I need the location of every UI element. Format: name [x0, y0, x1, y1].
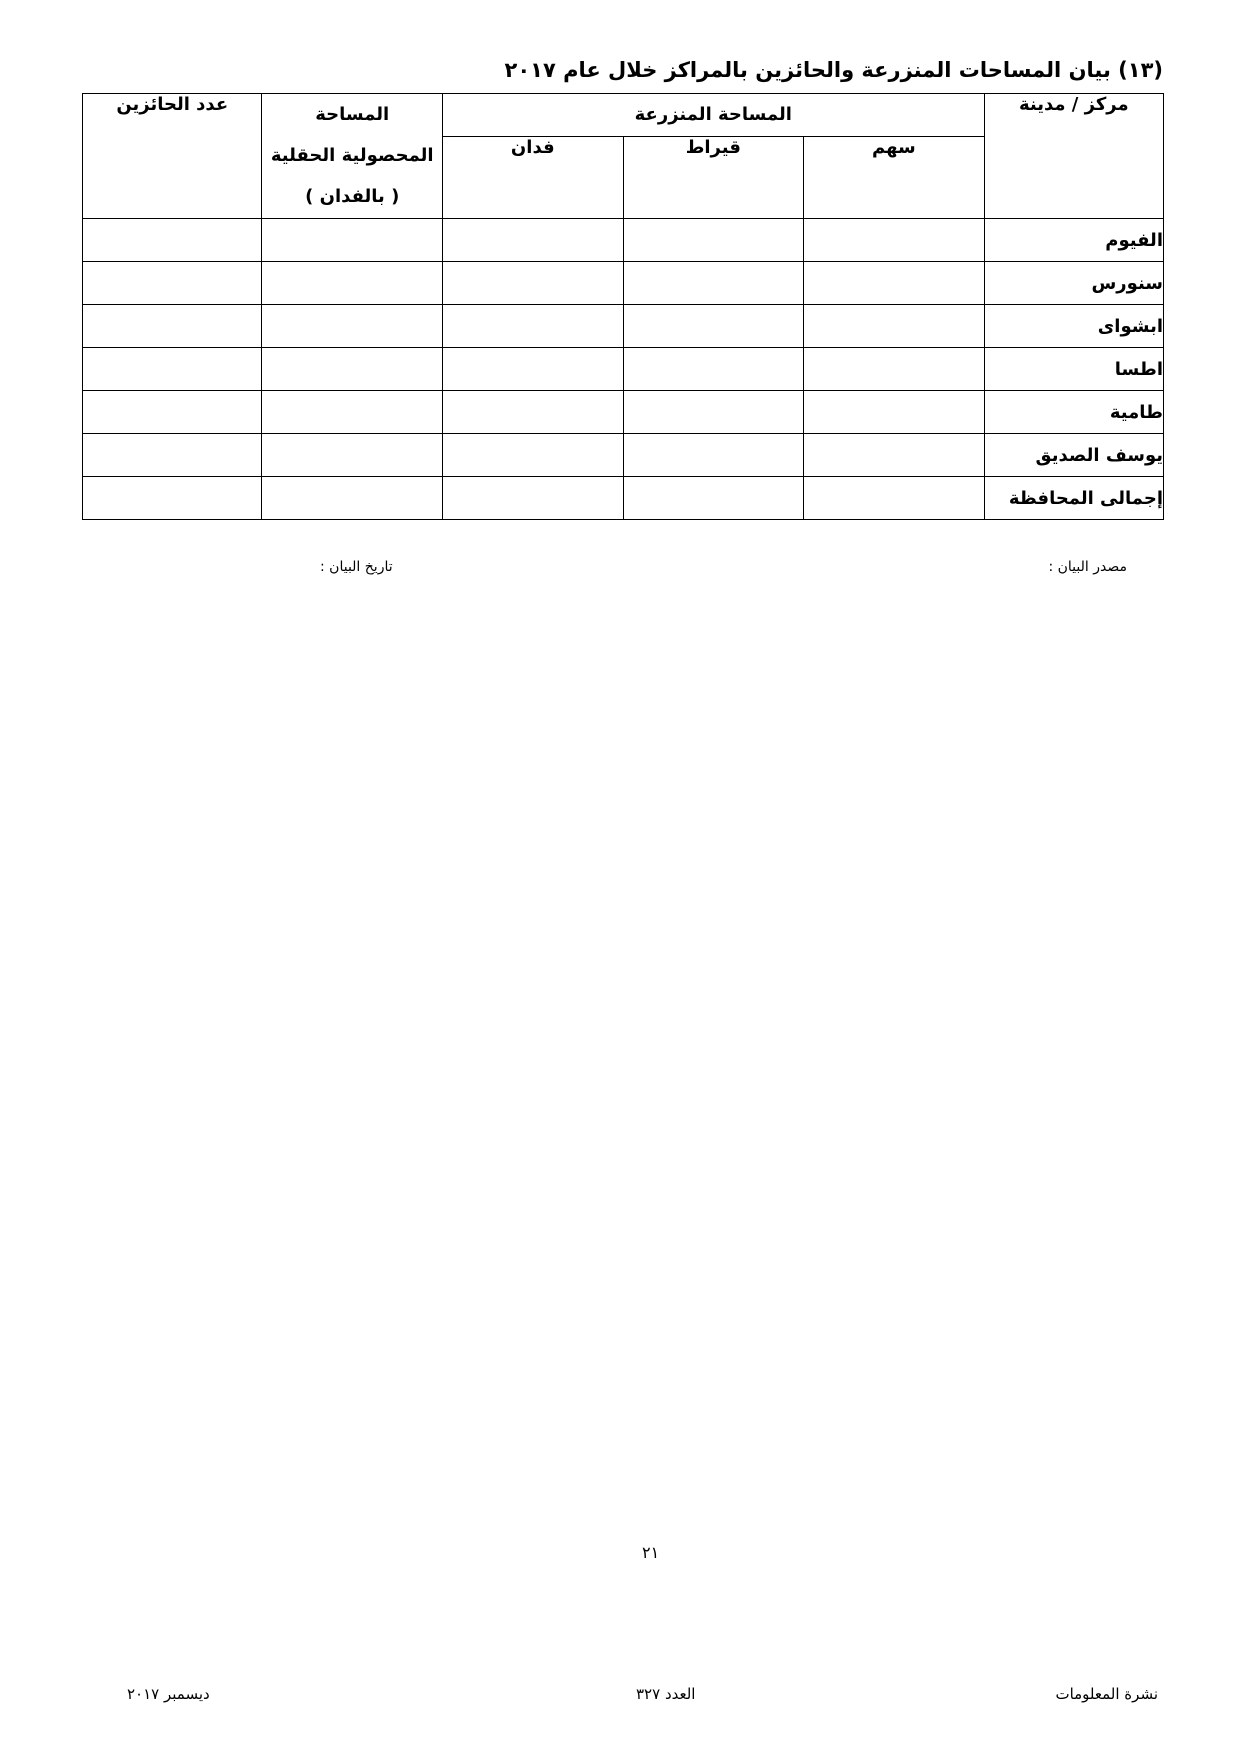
page-number: ٢١ [642, 1543, 660, 1562]
cell-qirat [623, 391, 804, 434]
row-label: إجمالى المحافظة [984, 477, 1163, 520]
cell-sahm [804, 391, 985, 434]
cultivated-area-table [82, 93, 1164, 520]
header-cropped-area-line2: المحصولية الحقلية [270, 145, 434, 166]
cell-feddan [443, 434, 624, 477]
table-row [83, 391, 1164, 434]
cell-cropped-area [262, 305, 443, 348]
cell-sahm [804, 434, 985, 477]
row-label: ابشواى [984, 305, 1163, 348]
header-cropped-area [262, 94, 443, 219]
cell-holders [83, 434, 262, 477]
table-row [83, 219, 1164, 262]
footer-publication: نشرة المعلومات [1055, 1685, 1158, 1703]
header-cropped-area-line1: المساحة [315, 104, 390, 125]
data-date-label: تاريخ البيان : [320, 559, 393, 575]
table-title: (١٣) بيان المساحات المنزرعة والحائزين بالمراكز خلال عام ٢٠١٧ [504, 58, 1163, 82]
row-label: الفيوم [984, 219, 1163, 262]
cell-sahm [804, 305, 985, 348]
cell-qirat [623, 434, 804, 477]
cell-holders [83, 262, 262, 305]
cell-feddan [443, 391, 624, 434]
table-row [83, 305, 1164, 348]
footer-date: ديسمبر ٢٠١٧ [127, 1685, 210, 1703]
header-cultivated-area: المساحة المنزرعة [443, 94, 985, 137]
cell-holders [83, 391, 262, 434]
cell-holders [83, 348, 262, 391]
cell-qirat [623, 477, 804, 520]
table-row-total [83, 477, 1164, 520]
cell-cropped-area [262, 262, 443, 305]
cell-feddan [443, 305, 624, 348]
header-holders: عدد الحائزين [83, 94, 262, 219]
row-label: يوسف الصديق [984, 434, 1163, 477]
row-label: اطسا [984, 348, 1163, 391]
header-sahm: سهم [804, 137, 985, 219]
cell-cropped-area [262, 219, 443, 262]
footer-issue: العدد ٣٢٧ [636, 1685, 696, 1703]
cell-sahm [804, 477, 985, 520]
cell-sahm [804, 348, 985, 391]
cell-sahm [804, 262, 985, 305]
cell-feddan [443, 219, 624, 262]
header-qirat: قيراط [623, 137, 804, 219]
header-center-city: مركز / مدينة [984, 94, 1163, 219]
cell-qirat [623, 262, 804, 305]
cell-cropped-area [262, 391, 443, 434]
cell-feddan [443, 262, 624, 305]
table-row [83, 434, 1164, 477]
cell-cropped-area [262, 348, 443, 391]
table-row [83, 262, 1164, 305]
cell-holders [83, 305, 262, 348]
cell-cropped-area [262, 434, 443, 477]
table-row [83, 348, 1164, 391]
row-label: طامية [984, 391, 1163, 434]
cell-qirat [623, 305, 804, 348]
cell-qirat [623, 219, 804, 262]
cell-sahm [804, 219, 985, 262]
cell-feddan [443, 477, 624, 520]
cell-holders [83, 477, 262, 520]
cell-feddan [443, 348, 624, 391]
cell-holders [83, 219, 262, 262]
cell-qirat [623, 348, 804, 391]
row-label: سنورس [984, 262, 1163, 305]
header-feddan: فدان [443, 137, 624, 219]
header-cropped-area-line3: ( بالفدان ) [305, 186, 400, 207]
data-source-label: مصدر البيان : [1048, 559, 1127, 575]
cell-cropped-area [262, 477, 443, 520]
